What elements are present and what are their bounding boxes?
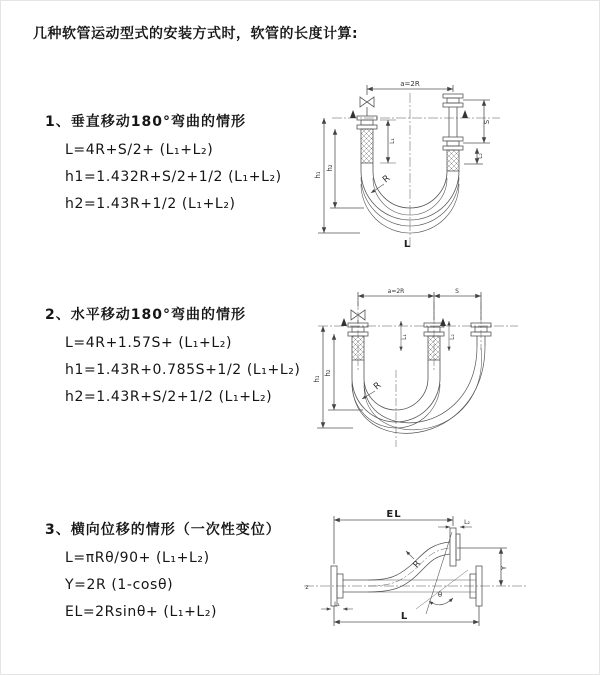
dim-label-s: S [483, 119, 491, 125]
formula-L: L=4R+1.57S+ (L₁+L₂) [65, 335, 233, 351]
formula-h2: h2=1.43R+1/2 (L₁+L₂) [65, 196, 236, 212]
radius-label: R [411, 559, 424, 571]
flange-right-upper [443, 94, 463, 107]
section-lateral-displacement [45, 519, 281, 620]
formula-Y: Y=2R (1-cosθ) [65, 577, 174, 593]
page-title: 几种软管运动型式的安装方式时，软管的长度计算: [33, 26, 359, 42]
diagram-lateral-displacement [296, 504, 596, 640]
formula-L: L=4R+S/2+ (L₁+L₂) [65, 142, 214, 158]
angle-label: θ [437, 591, 443, 599]
section-3-heading: 3、横向位移的情形（一次性变位） [45, 522, 281, 538]
dim-label-y: Y [500, 565, 508, 571]
formula-h1: h1=1.43R+0.785S+1/2 (L₁+L₂) [65, 362, 301, 378]
dim-label-h2: h₂ [326, 164, 334, 172]
dim-label-l1: L₁ [334, 601, 340, 608]
formula-h2: h2=1.43R+S/2+1/2 (L₁+L₂) [65, 389, 273, 405]
dim-label-h2: h₂ [324, 369, 332, 377]
formula-h1: h1=1.432R+S/2+1/2 (L₁+L₂) [65, 169, 282, 185]
motion-arrow-up [462, 110, 468, 118]
dim-label-a2r: a=2R [387, 288, 405, 295]
radius-label: R [372, 380, 384, 393]
valve-icon [360, 97, 374, 116]
diagram-vertical-180-bend [304, 71, 569, 256]
section-2-heading: 2、水平移动180°弯曲的情形 [45, 307, 246, 323]
section-horizontal-180 [45, 304, 301, 405]
length-label: L [403, 239, 411, 250]
braid-section [352, 336, 364, 360]
dim-label-l1: L₁ [389, 138, 396, 144]
section-1-heading: 1、垂直移动180°弯曲的情形 [45, 114, 246, 130]
flange-right-lower [443, 137, 463, 150]
dim-label-s: S [455, 288, 459, 295]
motion-arrow-up [440, 318, 446, 326]
section-vertical-180 [45, 111, 282, 212]
dim-label-el: EL [386, 509, 402, 520]
dim-label-a2r: a=2R [400, 80, 420, 88]
dim-label-l1: L₁ [401, 334, 408, 340]
dim-label-l2: L₂ [464, 519, 470, 526]
axis-mark: z [305, 584, 309, 591]
hose-curve [368, 554, 450, 592]
braid-section [447, 150, 459, 171]
braid-section [428, 336, 440, 360]
dim-label-l2: L₂ [449, 334, 456, 340]
motion-arrow-up [341, 318, 347, 326]
angle-arc [429, 598, 453, 605]
formula-L: L=πRθ/90+ (L₁+L₂) [65, 550, 210, 566]
dim-label-l: L [400, 611, 408, 622]
radius-label: R [381, 173, 393, 186]
dim-label-h1: h₁ [313, 375, 321, 383]
dim-label-h1: h₁ [314, 171, 322, 179]
dim-label-l2: L₂ [477, 153, 484, 159]
hose-sweep [352, 346, 485, 433]
braid-section [361, 129, 373, 163]
angle-construction-line [416, 570, 468, 609]
diagram-horizontal-180-bend [303, 282, 588, 460]
formula-EL: EL=2Rsinθ+ (L₁+L₂) [65, 604, 218, 620]
motion-arrow-up [350, 110, 356, 118]
centerline-vertical [358, 302, 481, 447]
